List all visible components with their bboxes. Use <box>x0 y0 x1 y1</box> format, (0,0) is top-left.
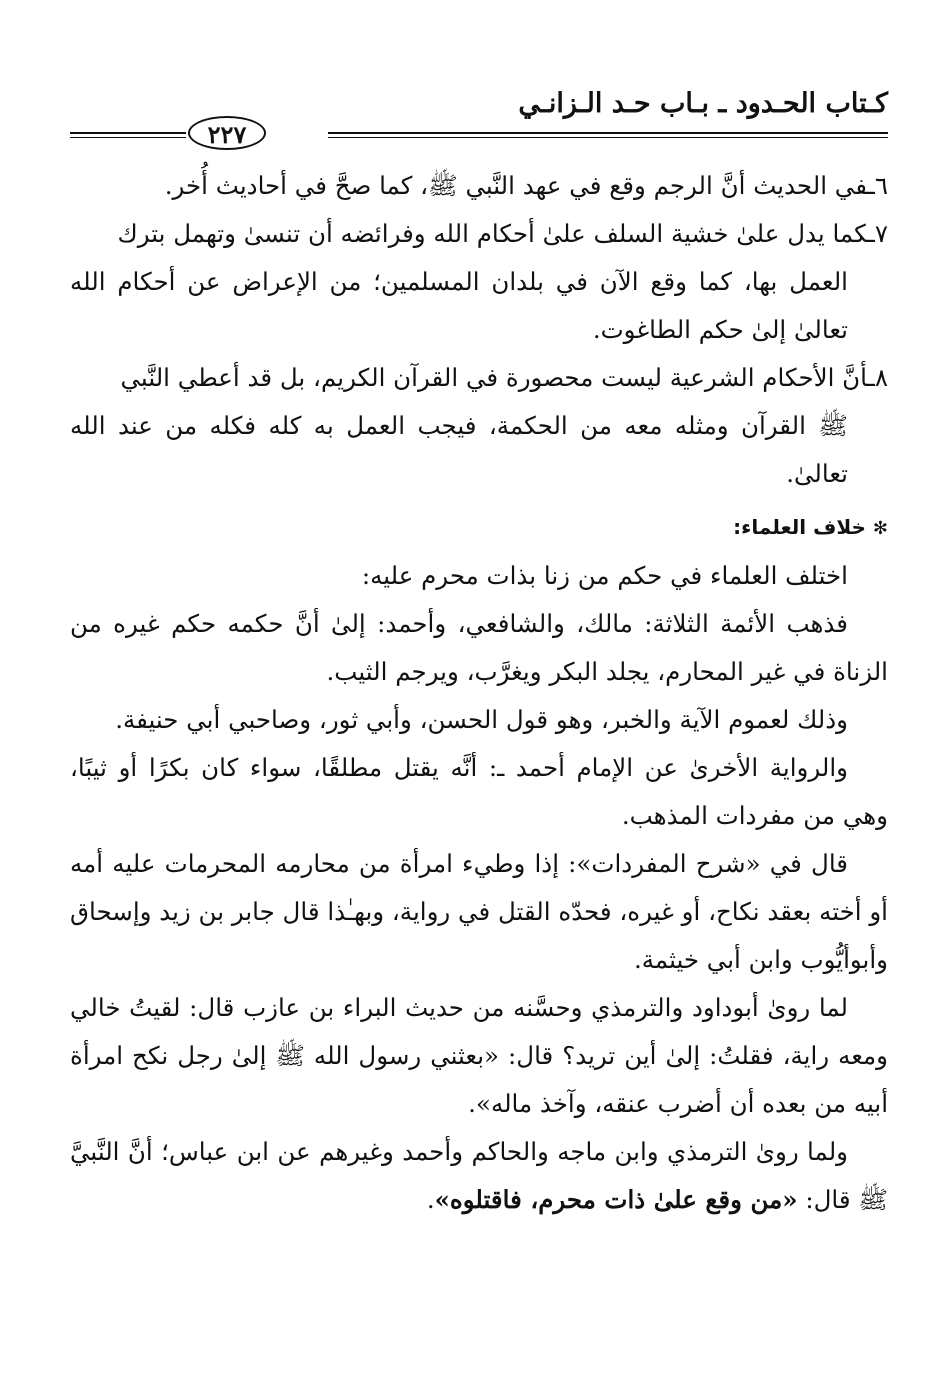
paragraph: لما روىٰ أبوداود والترمذي وحسَّنه من حديث البراء بن عازب قال: لقيتُ خالي ومعه راية، فقلتُ: إلىٰ أين تريد؟ قال: «بعثني رسول الله ﷺ إلىٰ رجل نكح امرأة أبيه من بعده أن أضرب عنقه، وآخذ ماله». <box>70 993 888 1118</box>
paragraph-last <box>70 1128 888 1224</box>
paragraph: وذلك لعموم الآية والخبر، وهو قول الحسن، وأبي ثور، وصاحبي أبي حنيفة. <box>115 705 848 734</box>
paragraph: قال في «شرح المفردات»: إذا وطيء امرأة من محارمه المحرمات عليه أمه أو أخته بعقد نكاح، أو غيره، فحدّه القتل في رواية، وبهـٰذا قال جابر بن زيد وإسحاق وأبوأيُّوب وابن أبي خيثمة. <box>70 849 888 974</box>
header-rule <box>70 122 888 156</box>
paragraph: اختلف العلماء في حكم من زنا بذات محرم عليه: <box>361 561 848 590</box>
list-item-first-line: أنَّ الأحكام الشرعية ليست محصورة في القرآن الكريم، بل قد أعطي النَّبي <box>120 363 868 392</box>
paragraph-end: . <box>426 1185 435 1214</box>
list-item <box>70 162 888 210</box>
list-item-text <box>70 354 888 402</box>
list-item <box>70 210 888 354</box>
list-item-text <box>70 162 888 210</box>
section-heading <box>70 504 888 552</box>
list-item <box>70 354 888 498</box>
list-item-number: ٦ـ <box>867 171 888 200</box>
list-item-text <box>70 210 888 258</box>
running-header-title: كـتاب الحـدود ـ بـاب حـد الـزانـي <box>518 88 888 119</box>
running-header <box>70 86 888 122</box>
asterisk-icon: ✻ <box>872 518 888 539</box>
page-number: ٢٢٧ <box>188 116 266 150</box>
list-item-number: ٧ـ <box>867 219 888 248</box>
list-item-continuation: العمل بها، كما وقع الآن في بلدان المسلمين؛ من الإعراض عن أحكام الله تعالىٰ إلىٰ حكم الطاغوت. <box>70 267 848 344</box>
list-item-continuation: ﷺ القرآن ومثله معه من الحكمة، فيجب العمل به كله فكله من عند الله تعالىٰ. <box>70 411 848 488</box>
paragraph: والرواية الأخرىٰ عن الإمام أحمد ـ: أنَّه يقتل مطلقًا، سواء كان بكرًا أو ثيبًا، وهي من مفردات المذهب. <box>70 753 888 830</box>
paragraph-text: ولما روىٰ الترمذي وابن ماجه والحاكم وأحمد وغيرهم عن ابن عباس؛ أنَّ النَّبيَّ ﷺ قال: <box>70 1137 888 1214</box>
list-item-line: في الحديث أنَّ الرجم وقع في عهد النَّبي ﷺ، كما صحَّ في أحاديث أُخر. <box>164 171 868 200</box>
hadith-quote: «من وقع علىٰ ذات محرم، فاقتلوه» <box>434 1185 798 1214</box>
paragraph: فذهب الأئمة الثلاثة: مالك، والشافعي، وأحمد: إلىٰ أنَّ حكمه حكم غيره من الزناة في غير المحارم، يجلد البكر ويغرَّب، ويرجم الثيب. <box>70 609 888 686</box>
list-item-number: ٨ـ <box>867 363 888 392</box>
page <box>70 86 888 1224</box>
list-item-first-line: كما يدل علىٰ خشية السلف علىٰ أحكام الله وفرائضه أن تنسىٰ وتهمل بترك <box>117 219 868 248</box>
header-rule-right <box>328 132 888 138</box>
section-heading-text: خلاف العلماء: <box>733 515 866 539</box>
body-text <box>70 162 888 1224</box>
header-rule-left <box>70 132 186 138</box>
